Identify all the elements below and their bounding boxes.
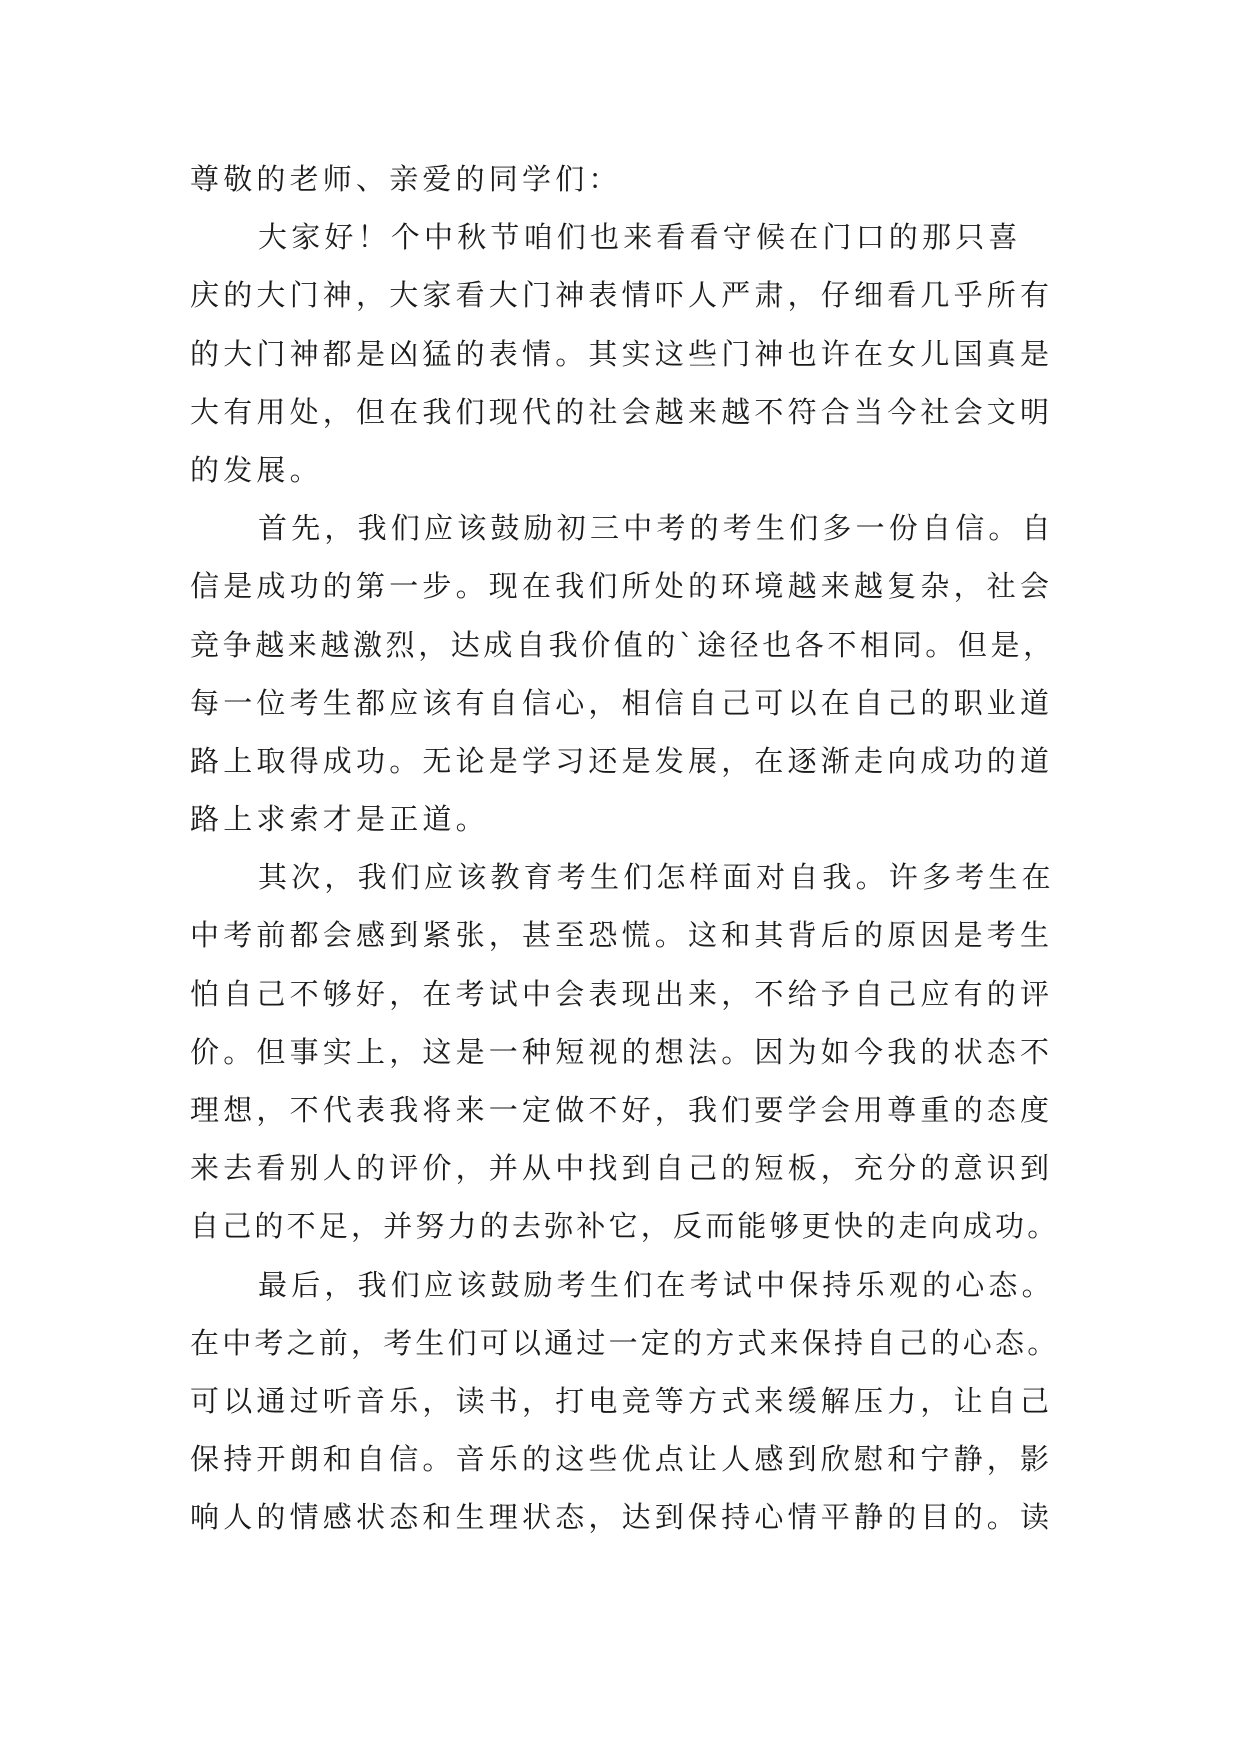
paragraph-3-line-4: 价。但事实上，这是一种短视的想法。因为如今我的状态不: [190, 1034, 1054, 1069]
paragraph-3-line-1: 其次，我们应该教育考生们怎样面对自我。许多考生在: [258, 860, 1055, 895]
paragraph-4-line-1: 最后，我们应该鼓励考生们在考试中保持乐观的心态。: [258, 1267, 1055, 1302]
paragraph-4-line-4: 保持开朗和自信。音乐的这些优点让人感到欣慰和宁静，影: [190, 1442, 1054, 1477]
paragraph-3-line-6: 来去看别人的评价，并从中找到自己的短板，充分的意识到: [190, 1151, 1054, 1186]
paragraph-3-line-5: 理想，不代表我将来一定做不好，我们要学会用尊重的态度: [190, 1093, 1054, 1127]
paragraph-3-line-7: 自己的不足，并努力的去弥补它，反而能够更快的走向成功。: [190, 1209, 1060, 1244]
paragraph-2-line-2: 信是成功的第一步。现在我们所处的环境越来越复杂，社会: [190, 569, 1054, 604]
paragraph-1-line-3: 的大门神都是凶猛的表情。其实这些门神也许在女儿国真是: [190, 336, 1054, 371]
paragraph-4-line-2: 在中考之前，考生们可以通过一定的方式来保持自己的心态。: [190, 1325, 1060, 1360]
paragraph-2-line-5: 路上取得成功。无论是学习还是发展，在逐渐走向成功的道: [190, 743, 1054, 778]
paragraph-2-line-3: 竞争越来越激烈，达成自我价值的`途径也各不相同。但是，: [190, 627, 1056, 662]
paragraph-2-line-1: 首先，我们应该鼓励初三中考的考生们多一份自信。自: [258, 511, 1055, 546]
paragraph-3-line-3: 怕自己不够好，在考试中会表现出来，不给予自己应有的评: [190, 976, 1054, 1011]
paragraph-3-line-2: 中考前都会感到紧张，甚至恐慌。这和其背后的原因是考生: [190, 918, 1054, 953]
greeting-line: 尊敬的老师、亲爱的同学们：: [190, 162, 622, 196]
paragraph-1-line-2: 庆的大门神，大家看大门神表情吓人严肃，仔细看几乎所有: [190, 278, 1054, 313]
paragraph-1-line-1: 大家好！个中秋节咱们也来看看守候在门口的那只喜: [258, 220, 1022, 255]
speech-body: [190, 150, 1060, 1547]
paragraph-1-line-4: 大有用处，但在我们现代的社会越来越不符合当今社会文明: [190, 394, 1054, 429]
paragraph-4-line-5: 响人的情感状态和生理状态，达到保持心情平静的目的。读: [190, 1500, 1054, 1535]
paragraph-2-line-6: 路上求索才是正道。: [190, 802, 489, 837]
paragraph-4-line-3: 可以通过听音乐，读书，打电竞等方式来缓解压力，让自己: [190, 1383, 1054, 1418]
paragraph-1-line-5: 的发展。: [190, 452, 323, 487]
paragraph-2-line-4: 每一位考生都应该有自信心，相信自己可以在自己的职业道: [190, 685, 1054, 720]
